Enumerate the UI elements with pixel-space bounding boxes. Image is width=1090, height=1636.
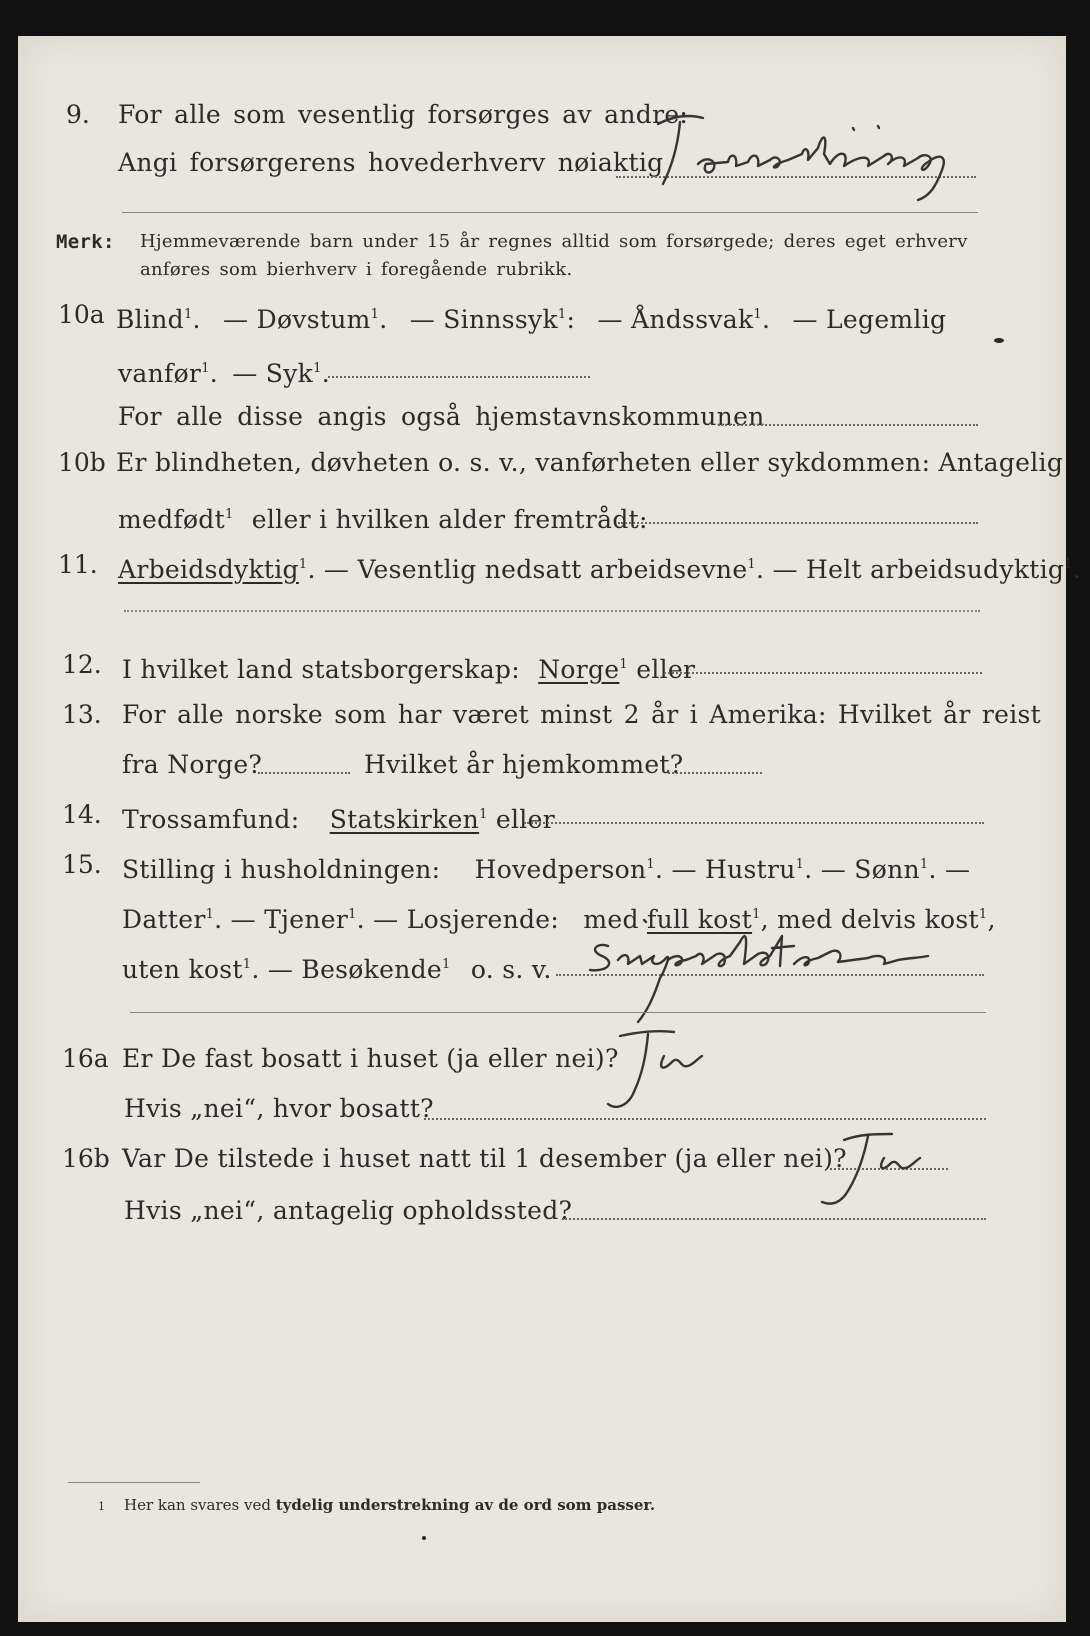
footnote-text: Her kan svares ved tydelig understrekning av de ord som passer.: [124, 1496, 656, 1514]
q16a-number: 16a: [62, 1044, 109, 1073]
q11-number: 11.: [58, 550, 98, 579]
q10a-line1: Blind$^1$. — Døvstum$^1$. — Sinnssyk$^1$: — Åndssvak$^1$. — Legemlig: [116, 305, 947, 334]
q12-line: I hvilket land statsborgerskap: Norge$^1$ eller: [122, 655, 696, 684]
q10b-line1: Er blindheten, døvheten o. s. v., vanførheten eller sykdommen: Antagelig: [116, 448, 1064, 477]
q10b-number: 10b: [58, 448, 106, 477]
divider-q11: [124, 610, 980, 612]
q10b-line2: medfødt$^1$ eller i hvilken alder fremtrådt:: [118, 505, 648, 534]
q14-line: Trossamfund: Statskirken$^1$ eller: [122, 805, 555, 834]
q15-line2: Datter$^1$. — Tjener$^1$. — Losjerende: med full kost$^1$, med delvis kost$^1$,: [122, 905, 996, 934]
q13-line1: For alle norske som har været minst 2 år i Amerika: Hvilket år reist: [122, 700, 1042, 729]
q16a-handwritten-answer: [598, 1026, 738, 1116]
q9-number: 9.: [66, 100, 90, 129]
merk-line1: Hjemmeværende barn under 15 år regnes alltid som forsørgede; deres eget erhverv: [140, 231, 968, 252]
q10b-answer-line: [618, 522, 978, 524]
q13-hjemkommet-answer-line: [668, 772, 762, 774]
merk-label: Merk:: [56, 231, 115, 253]
q9-line1: For alle som vesentlig forsørges av andre:: [118, 100, 689, 129]
q15-handwritten-answer: [568, 916, 968, 1026]
q13-hjem: Hvilket år hjemkommet?: [364, 750, 684, 779]
q10a-number: 10a: [58, 300, 105, 329]
merk-line2: anføres som bierhverv i foregående rubrikk.: [140, 259, 573, 280]
q14-answer-line: [524, 822, 984, 824]
divider-q9: [122, 212, 978, 213]
q12-number: 12.: [62, 650, 102, 679]
divider-q15: [130, 1012, 986, 1013]
ink-mark: [994, 338, 1004, 343]
q10a-syk-answer-line: [328, 376, 590, 378]
q13-reist-answer-line: [258, 772, 350, 774]
q16b-line1: Var De tilstede i huset natt til 1 desember (ja eller nei)?: [122, 1144, 847, 1173]
q16b-handwritten-answer: [808, 1126, 948, 1216]
q10a-line2: vanfør$^1$. — Syk$^1$.: [118, 359, 330, 388]
footnote-mark: 1: [98, 1500, 105, 1513]
q16a-line2: Hvis „nei“, hvor bosatt?: [124, 1094, 434, 1123]
q13-fra: fra Norge?: [122, 750, 263, 779]
q16a-answer-line: [424, 1118, 986, 1120]
q14-number: 14.: [62, 800, 102, 829]
q12-answer-line: [664, 672, 982, 674]
q9-handwritten-answer: [618, 104, 978, 204]
q15-line1: Stilling i husholdningen: Hovedperson$^1$. — Hustru$^1$. — Sønn$^1$. —: [122, 855, 971, 884]
q10a-line3: For alle disse angis også hjemstavnskommunen: [118, 402, 765, 431]
q9-line2: Angi forsørgerens hovederhverv nøiaktig: [118, 148, 664, 177]
census-form-page: [18, 36, 1082, 1622]
q16b-line2: Hvis „nei“, antagelig opholdssted?: [124, 1196, 573, 1225]
q16b-opholdssted-answer-line: [562, 1218, 986, 1220]
q10a-hjemstavn-answer-line: [718, 424, 978, 426]
q15-number: 15.: [62, 850, 102, 879]
footnote-divider: [68, 1482, 200, 1483]
q13-number: 13.: [62, 700, 102, 729]
ink-dot: [422, 1536, 426, 1540]
q15-line3: uten kost$^1$. — Besøkende$^1$ o. s. v.: [122, 955, 552, 984]
q16a-line1: Er De fast bosatt i huset (ja eller nei)?: [122, 1044, 619, 1073]
q11-line: Arbeidsdyktig$^1$. — Vesentlig nedsatt arbeidsevne$^1$. — Helt arbeidsudyktig$^1$.: [118, 555, 1082, 584]
q16b-number: 16b: [62, 1144, 110, 1173]
